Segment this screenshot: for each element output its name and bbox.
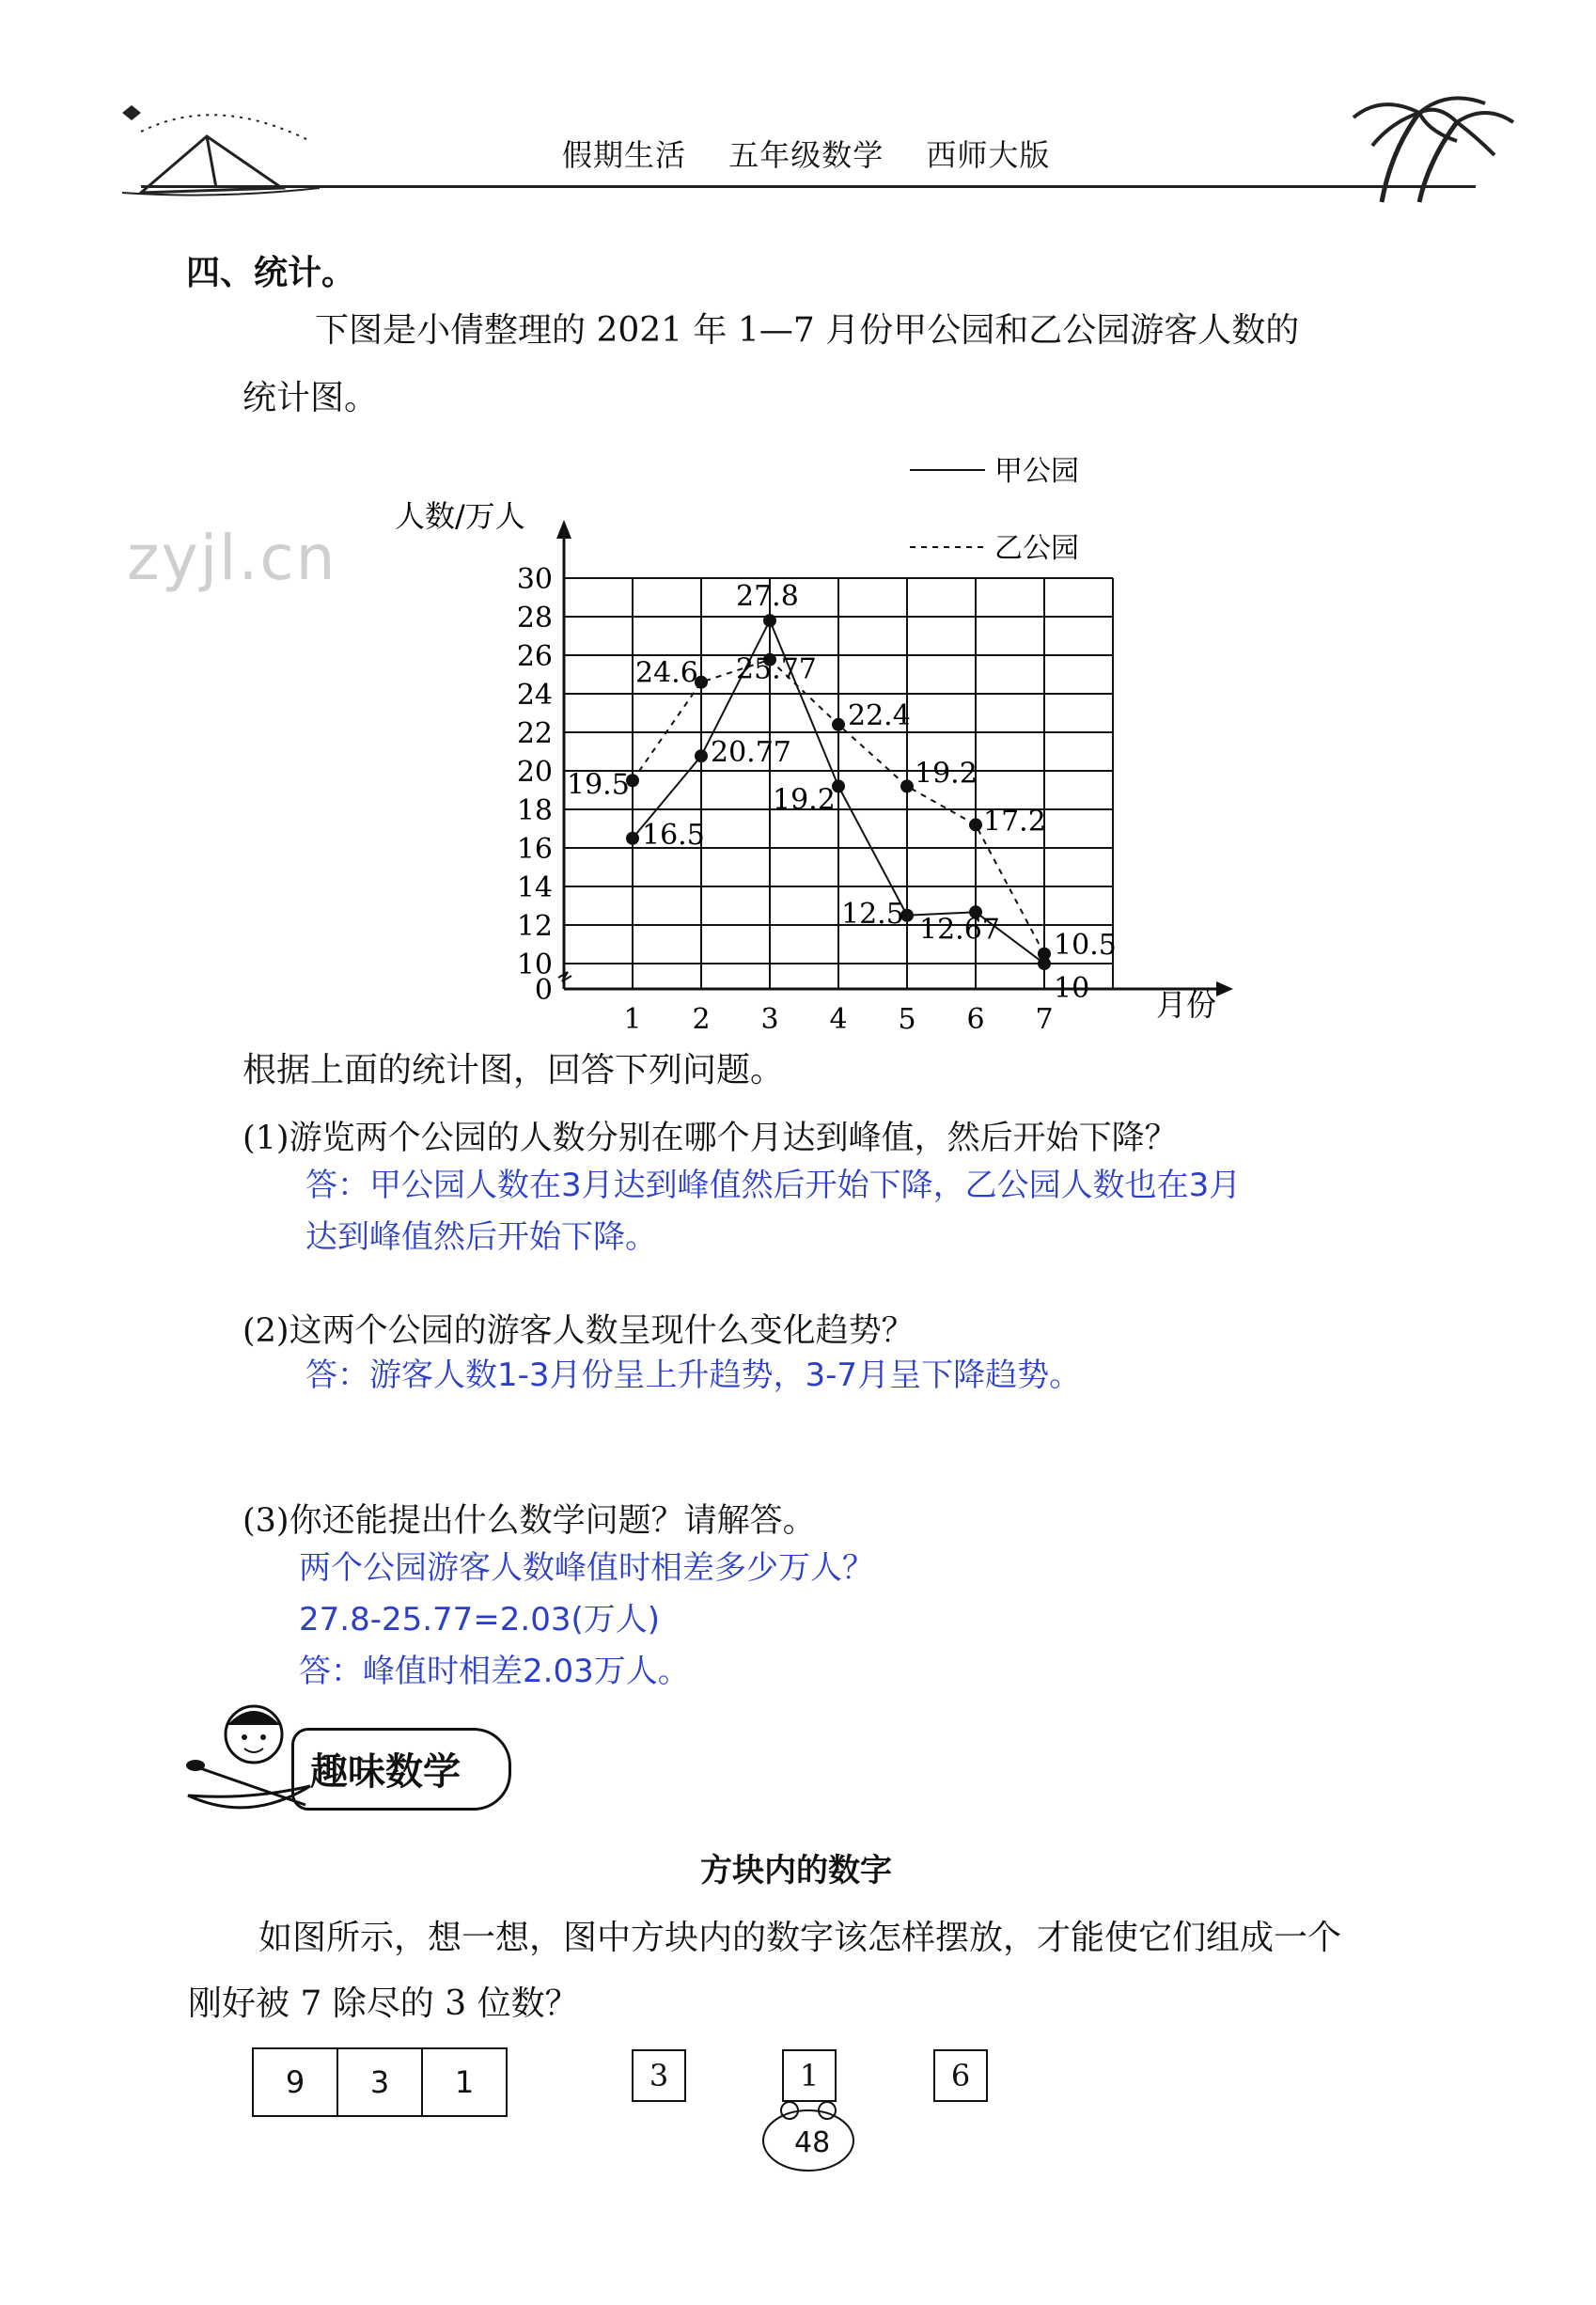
header-title <box>562 132 1082 175</box>
question-3: (3)你还能提出什么数学问题？请解答。 <box>243 1502 816 1540</box>
y-tick-label: 28 <box>516 602 553 635</box>
data-label: 25.77 <box>736 652 817 686</box>
data-point <box>695 749 708 762</box>
x-axis-label: 月份 <box>1156 987 1217 1023</box>
y-tick-label: 18 <box>516 794 553 827</box>
legend-label-1: 甲公园 <box>994 455 1079 488</box>
y-tick-label: 10 <box>516 949 553 981</box>
data-label: 12.67 <box>919 913 1000 947</box>
answer-2: 答：游客人数1-3月份呈上升趋势，3-7月呈下降趋势。 <box>305 1356 1082 1394</box>
x-tick-label: 5 <box>898 1003 916 1036</box>
data-point <box>900 779 914 792</box>
y-tick-label: 30 <box>516 563 553 596</box>
x-tick-label: 1 <box>623 1003 642 1036</box>
data-label: 12.5 <box>841 897 904 931</box>
y-tick-label: 20 <box>516 756 553 789</box>
digit-box-1[interactable]: 9 <box>252 2047 338 2117</box>
answer-3-line-3: 答：峰值时相差2.03万人。 <box>299 1653 690 1690</box>
x-tick-label: 7 <box>1035 1003 1054 1036</box>
axis-break-mark <box>558 972 571 981</box>
fun-title: 方块内的数字 <box>700 1852 892 1889</box>
page-number: 48 <box>794 2126 831 2159</box>
data-label: 19.2 <box>915 757 978 791</box>
fun-text-line-1: 如图所示，想一想，图中方块内的数字该怎样摆放，才能使它们组成一个 <box>258 1919 1342 1957</box>
header-grade-subject: 五年级数学 <box>728 137 884 173</box>
data-point <box>626 832 639 845</box>
answer-1-line-2: 达到峰值然后开始下降。 <box>305 1218 657 1256</box>
digit-card-1[interactable]: 3 <box>632 2049 686 2102</box>
fun-math-badge-label: 趣味数学 <box>310 1750 461 1794</box>
digit-card-3[interactable]: 6 <box>933 2049 988 2102</box>
y-tick-label: 16 <box>516 833 553 866</box>
data-label: 10.5 <box>1054 928 1117 962</box>
answer-3-line-2: 27.8-25.77=2.03(万人) <box>299 1601 661 1639</box>
data-label: 10 <box>1054 972 1090 1005</box>
palm-tree-decoration <box>1316 85 1523 207</box>
question-1: (1)游览两个公园的人数分别在哪个月达到峰值，然后开始下降？ <box>243 1120 1178 1157</box>
legend-label-2: 乙公园 <box>994 532 1079 565</box>
header-divider <box>141 185 1476 188</box>
x-tick-label: 2 <box>692 1003 711 1036</box>
y-tick-label: 22 <box>516 717 553 750</box>
x-tick-label: 3 <box>760 1003 779 1036</box>
y-axis-label: 人数/万人 <box>395 498 525 534</box>
line-chart <box>376 442 1260 1043</box>
x-tick-label: 4 <box>829 1003 848 1036</box>
section-title: 四、统计。 <box>186 254 356 292</box>
data-label: 27.8 <box>736 580 799 614</box>
header-book: 假期生活 <box>562 137 687 173</box>
y-tick-label: 12 <box>516 910 553 943</box>
tent-decoration <box>103 94 329 207</box>
answer-3-line-1: 两个公园游客人数峰值时相差多少万人？ <box>299 1549 874 1587</box>
y-tick-label: 26 <box>516 640 553 673</box>
y-axis-arrow <box>556 520 571 539</box>
questions-lead: 根据上面的统计图，回答下列问题。 <box>243 1051 785 1090</box>
data-point <box>969 818 982 831</box>
data-label: 19.5 <box>567 768 630 802</box>
digit-card-2[interactable]: 1 <box>782 2049 837 2102</box>
data-label: 24.6 <box>635 656 698 690</box>
y-tick-label: 24 <box>516 679 553 712</box>
answer-1-line-1: 答：甲公园人数在3月达到峰值然后开始下降，乙公园人数也在3月 <box>305 1167 1242 1204</box>
y-tick-label: 0 <box>534 974 553 1007</box>
data-label: 17.2 <box>983 805 1046 839</box>
data-label: 16.5 <box>642 818 705 852</box>
watermark: zyjl.cn <box>127 522 337 594</box>
intro-line-2: 统计图。 <box>243 379 379 417</box>
data-point <box>832 718 845 731</box>
header-edition: 西师大版 <box>926 137 1051 173</box>
digit-box-2[interactable]: 3 <box>336 2047 423 2117</box>
x-axis-arrow <box>1216 981 1233 996</box>
data-label: 19.2 <box>773 783 836 817</box>
data-point <box>1038 948 1051 961</box>
data-label: 20.77 <box>711 736 791 770</box>
x-tick-label: 6 <box>966 1003 985 1036</box>
digit-box-3[interactable]: 1 <box>421 2047 508 2117</box>
data-point <box>763 614 776 627</box>
y-tick-label: 14 <box>516 871 553 904</box>
question-2: (2)这两个公园的游客人数呈现什么变化趋势？ <box>243 1312 915 1350</box>
fun-text-line-2: 刚好被 7 除尽的 3 位数？ <box>188 1984 579 2023</box>
data-label: 22.4 <box>848 698 911 732</box>
intro-line-1: 下图是小倩整理的 2021 年 1—7 月份甲公园和乙公园游客人数的 <box>315 311 1300 350</box>
